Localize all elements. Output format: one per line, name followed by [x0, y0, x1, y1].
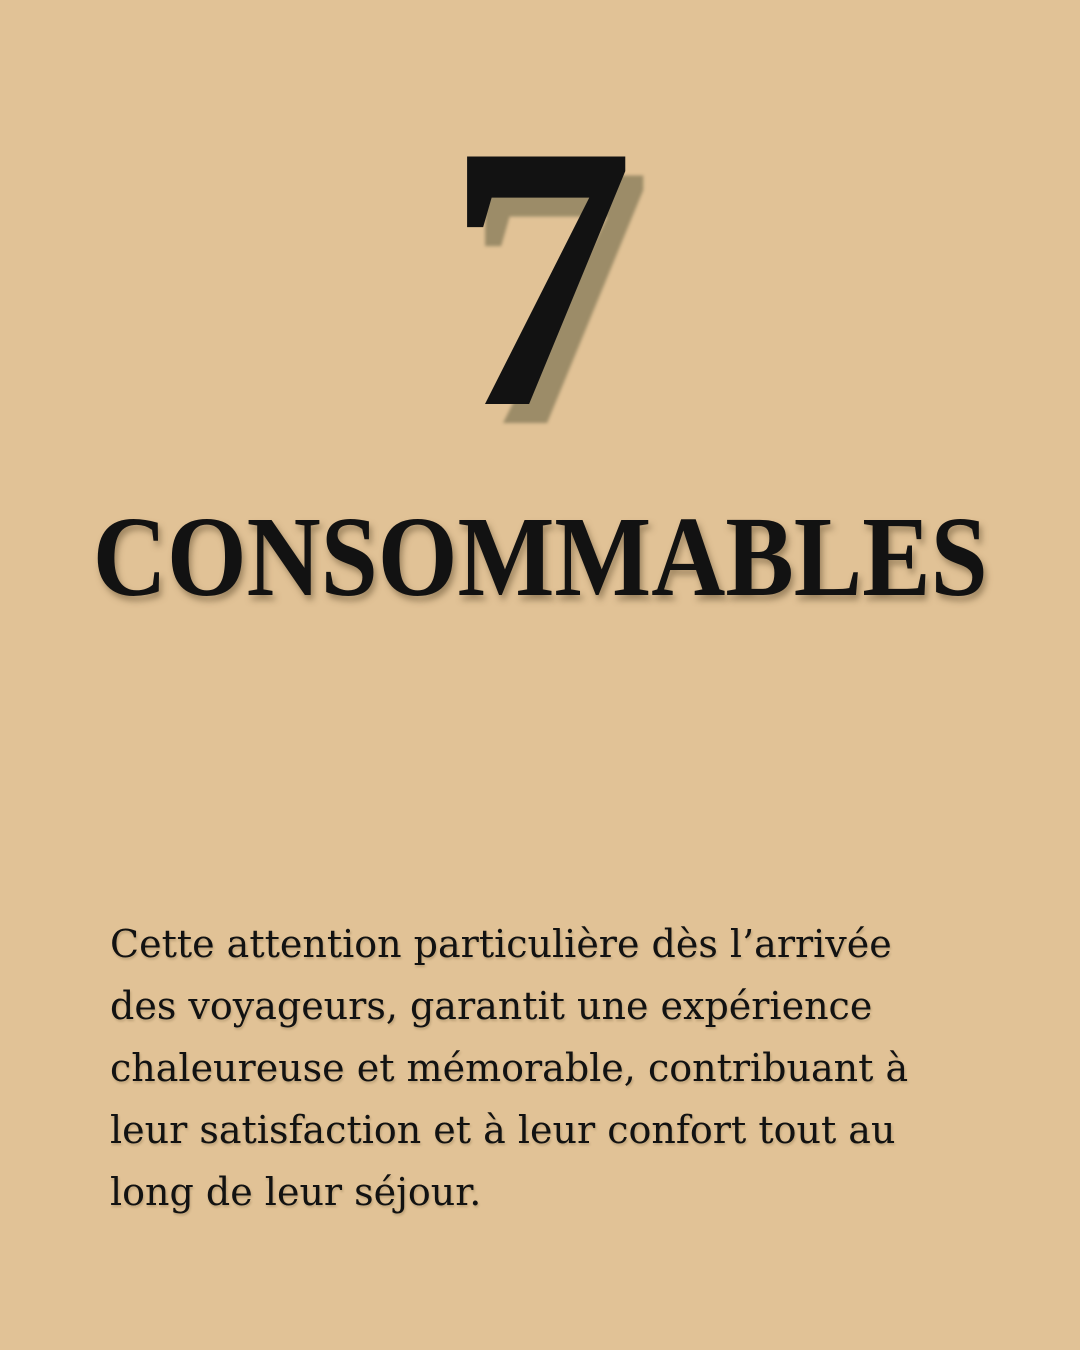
paragraph-line-4: leur satisfaction et à leur confort tout au — [110, 1108, 896, 1152]
chapter-number: 7 — [445, 67, 635, 486]
paragraph-line-3: chaleureuse et mémorable, contribuant à — [110, 1046, 909, 1090]
paragraph-line-5: long de leur séjour. — [110, 1170, 482, 1214]
chapter-paragraph — [110, 913, 990, 1223]
paragraph-line-2: des voyageurs, garantit une expérience — [110, 984, 873, 1028]
chapter-title-text: CONSOMMABLES — [92, 493, 988, 620]
chapter-title — [0, 493, 1080, 620]
paragraph-line-1: Cette attention particulière dès l’arrivée — [110, 922, 892, 966]
